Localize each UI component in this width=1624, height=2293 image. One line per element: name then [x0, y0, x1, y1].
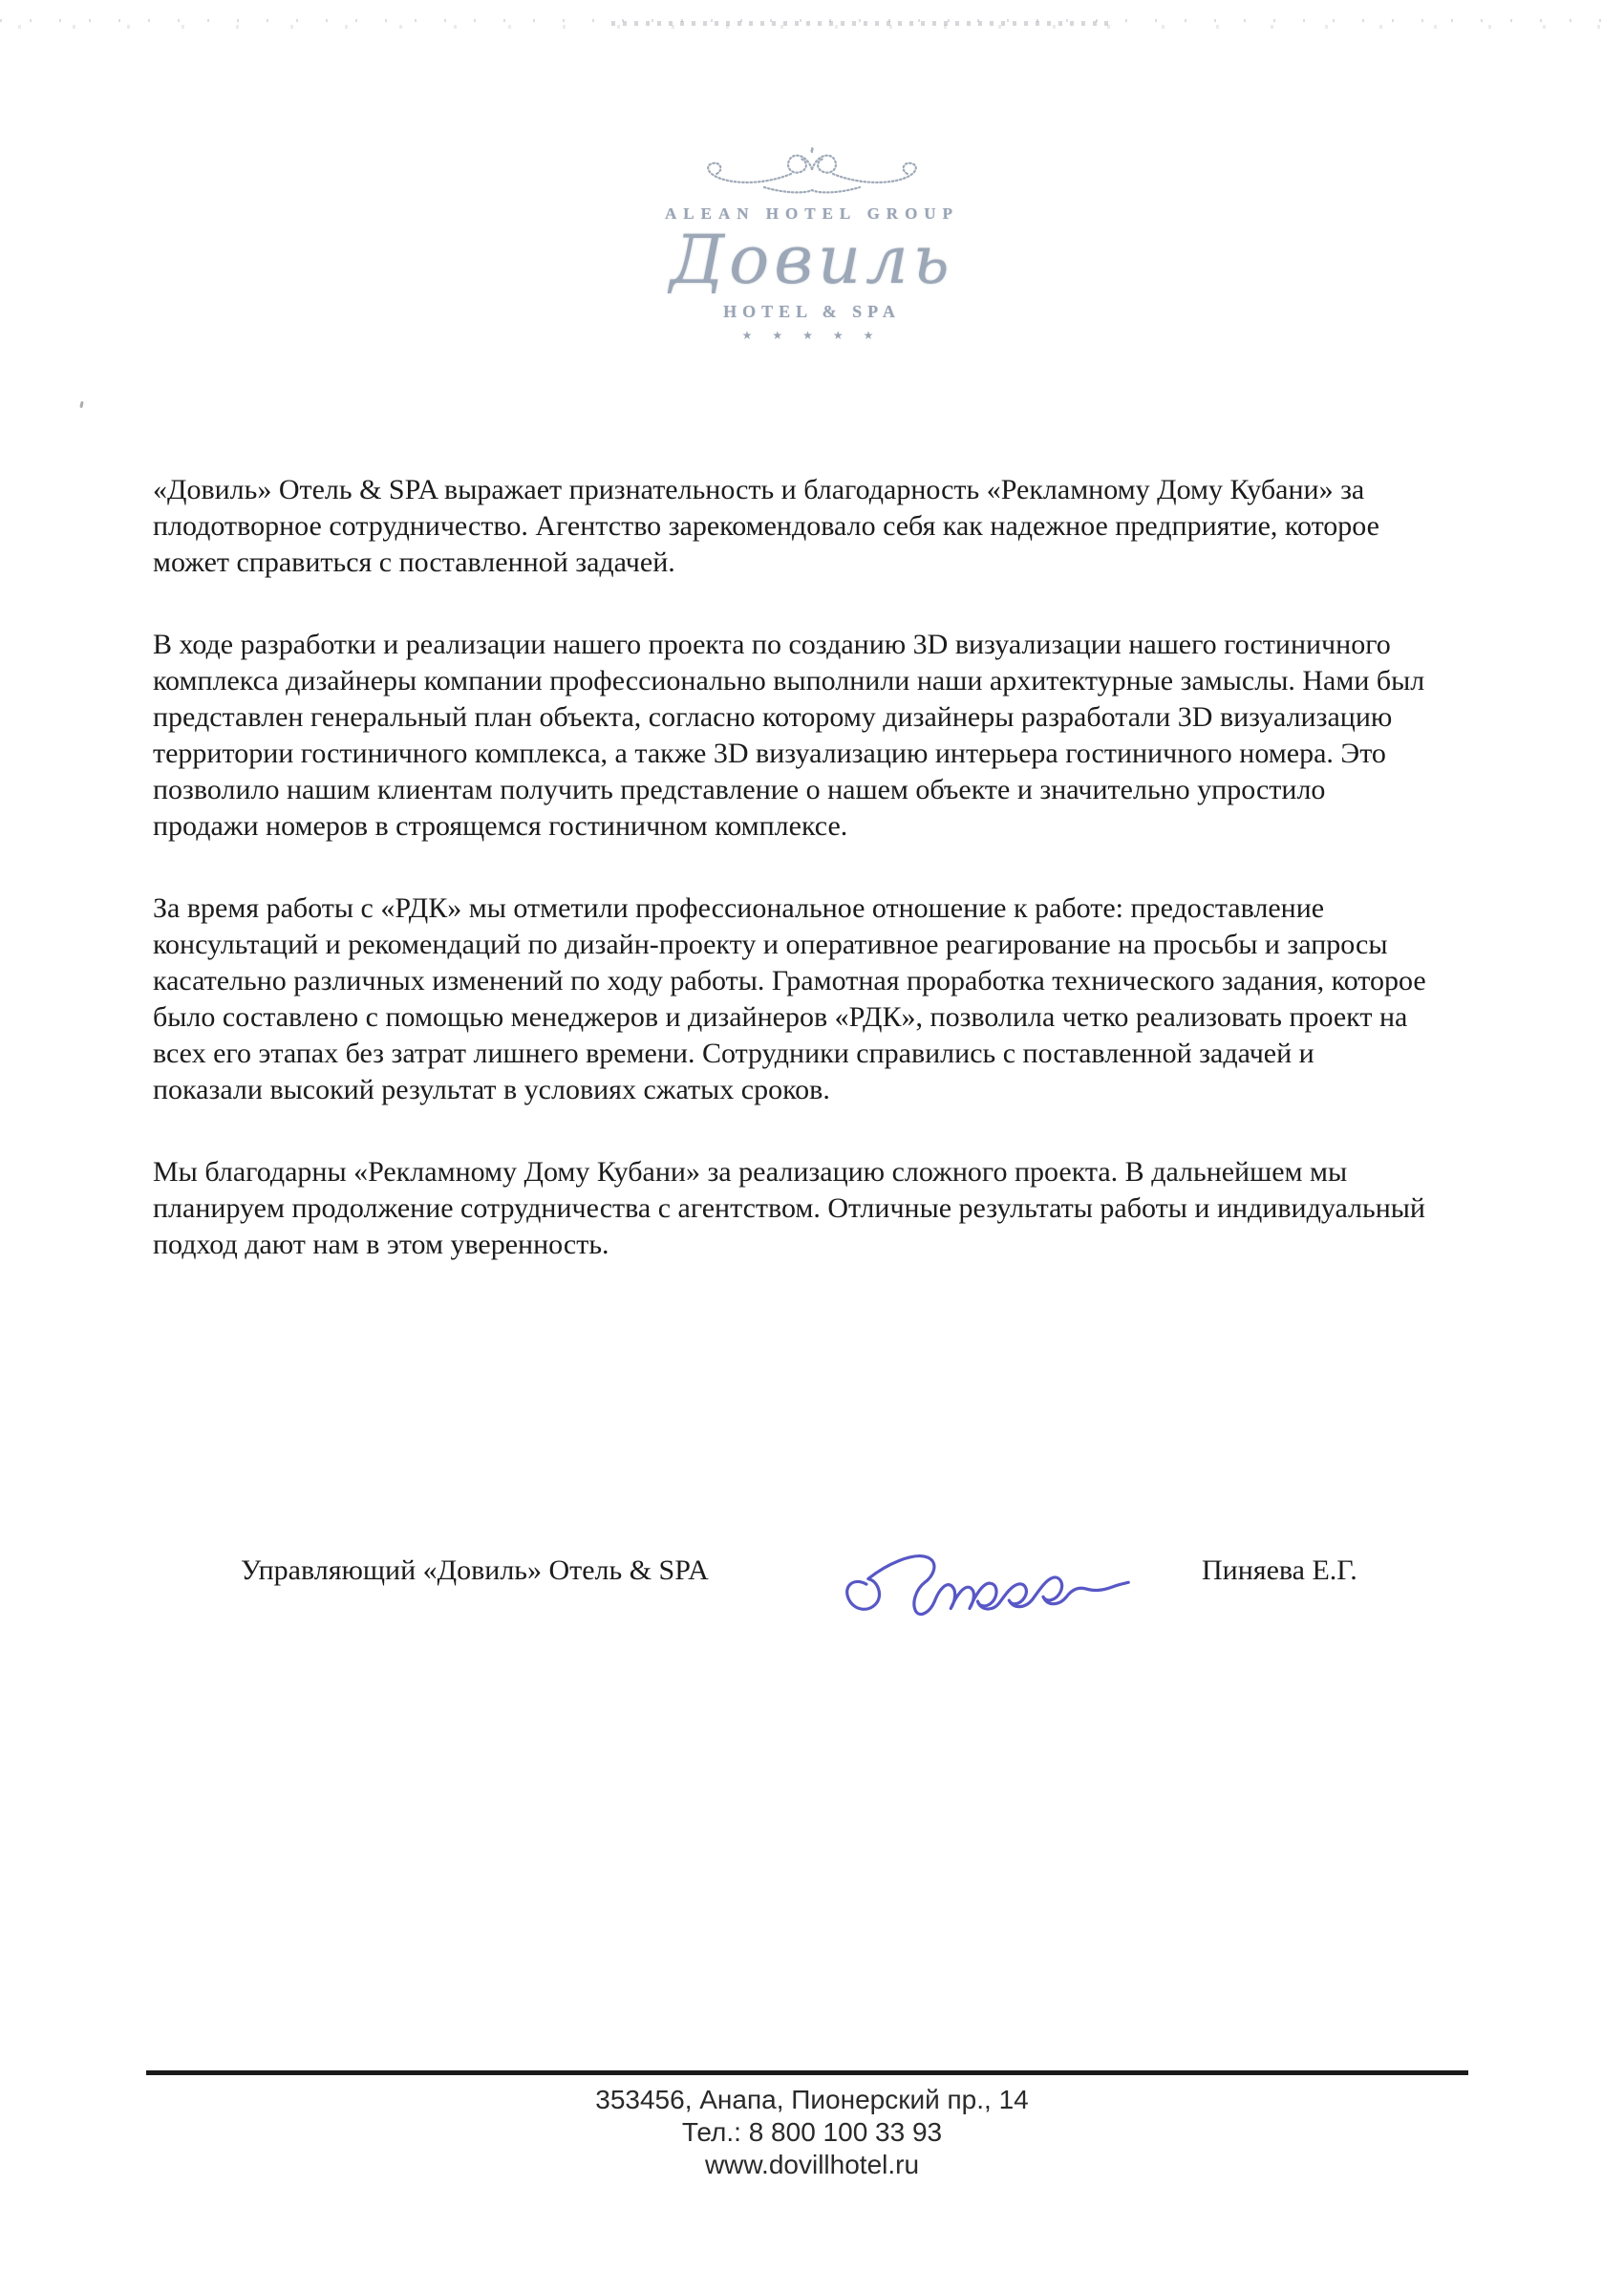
footer-address: 353456, Анапа, Пионерский пр., 14: [595, 2085, 1029, 2114]
printed-signee-name: Пиняева Е.Г.: [1202, 1554, 1357, 1586]
footer-website: www.dovillhotel.ru: [704, 2150, 920, 2179]
footer-phone: Тел.: 8 800 100 33 93: [681, 2117, 943, 2147]
scan-noise-artifact: [0, 13, 1624, 32]
logo-tagline: HOTEL & SPA: [723, 301, 901, 321]
logo-brand-script: Довиль: [670, 221, 954, 299]
scan-speck-artifact: [79, 401, 83, 408]
footer-contact-block: [0, 2084, 1624, 2181]
letter-paragraph-3: За время работы с «РДК» мы отметили профессиональное отношение к работе: предоставление консультаций и рекомендаций по дизайн-проекту и оперативное реагирование на просьбы и запросы касательно различных изменений по ходу работы. Грамотная проработка технического задания, которое было составлено с помощью менеджеров и дизайнеров «РДК», позволила четко реализовать проект на всех его этапах без затрат лишнего времени. Сотрудники справились с поставленной задачей и показали высокий результат в условиях сжатых сроков.: [153, 892, 1426, 1105]
signature-autograph: [836, 1524, 1132, 1639]
hotel-logo: [0, 143, 1624, 343]
signoff-role-title: Управляющий «Довиль» Отель & SPA: [241, 1554, 709, 1586]
letter-body: [153, 472, 1428, 1309]
letter-paragraph-2: В ходе разработки и реализации нашего проекта по созданию 3D визуализации нашего гостиничного комплекса дизайнеры компании профессионально выполнили наши архитектурные замыслы. Нами был представлен генеральный план объекта, согласно которому дизайнеры разработали 3D визуализацию территории гостиничного комплекса, а также 3D визуализацию интерьера гостиничного номера. Это позволило нашим клиентам получить представление о нашем объекте и значительно упростило продажи номеров в строящемся гостиничном комплексе.: [153, 629, 1425, 842]
letter-paragraph-4: Мы благодарны «Рекламному Дому Кубани» за реализацию сложного проекта. В дальнейшем мы планируем продолжение сотрудничества с агентством. Отличные результаты работы и индивидуальный подход дают нам в этом уверенность.: [153, 1156, 1425, 1260]
logo-stars: ★ ★ ★ ★ ★: [741, 328, 883, 342]
logo-flourish-icon: [669, 143, 955, 203]
footer-divider: [146, 2070, 1468, 2075]
letter-paragraph-1: «Довиль» Отель & SPA выражает признательность и благодарность «Рекламному Дому Кубани» за плодотворное сотрудничество. Агентство зарекомендовало себя как надежное предприятие, которое может справиться с поставленной задачей.: [153, 474, 1379, 578]
logo-group-name: ALEAN HOTEL GROUP: [665, 204, 959, 223]
